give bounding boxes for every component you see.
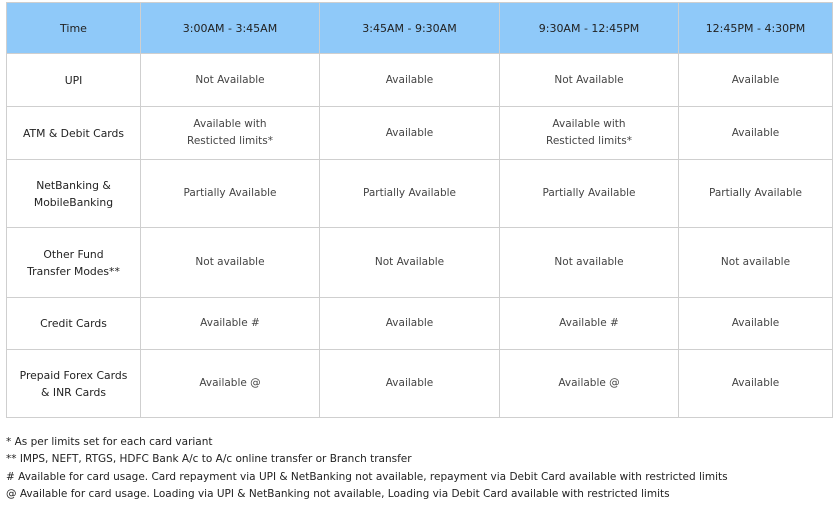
table-row [7,350,833,418]
footnote: @ Available for card usage. Loading via UPI & NetBanking not available, Loading via Debit Card available with restricted limits [6,487,670,500]
cell-line: Not available [195,256,265,268]
footnote: ** IMPS, NEFT, RTGS, HDFC Bank A/c to A/c online transfer or Branch transfer [6,453,412,466]
table-row [7,54,833,107]
header-row [7,3,833,54]
cell-line: Available [385,317,434,329]
availability-cell [320,298,500,350]
footnote: # Available for card usage. Card repayment via UPI & NetBanking not available, repayment via Debit Card available with restricted limits [6,470,728,483]
service-label [7,107,141,160]
cell-line: Available @ [558,377,620,389]
table-row [7,107,833,160]
service-label [7,160,141,228]
cell-line: Resticted limits* [187,135,273,147]
availability-cell [141,350,320,418]
table-row [7,228,833,298]
cell-line: Not available [554,256,624,268]
cell-line: Available [731,317,780,329]
availability-cell [500,160,679,228]
availability-cell [141,298,320,350]
cell-line: Not Available [554,73,624,86]
service-label [7,298,141,350]
service-label [7,228,141,298]
cell-line: Available @ [199,377,261,389]
service-label-line: & INR Cards [41,385,106,399]
cell-line: Available [385,126,434,139]
table-row [7,160,833,228]
slot-header: 3:00AM - 3:45AM [141,3,320,54]
cell-line: Partially Available [709,187,802,199]
availability-cell [679,298,833,350]
service-label-line: Prepaid Forex Cards [19,368,128,382]
cell-line: Available with [193,118,267,130]
service-label-line: Transfer Modes** [27,264,120,278]
availability-cell [141,160,320,228]
service-label-line: UPI [64,73,83,87]
availability-cell [320,54,500,107]
footnote: * As per limits set for each card variant [6,436,213,448]
slot-header: 12:45PM - 4:30PM [679,3,833,54]
slot-header: 9:30AM - 12:45PM [500,3,679,54]
availability-cell [679,107,833,160]
cell-line: Partially Available [363,187,456,199]
availability-cell [320,107,500,160]
availability-cell [320,160,500,228]
cell-line: Available [731,377,780,389]
availability-cell [500,54,679,107]
service-label [7,54,141,107]
service-label-line: Other Fund [43,247,104,261]
service-label-line: MobileBanking [33,195,114,209]
cell-line: Available [385,73,434,86]
availability-cell [500,350,679,418]
service-label [7,350,141,418]
availability-cell [679,54,833,107]
cell-line: Resticted limits* [546,135,632,147]
availability-cell [500,107,679,160]
cell-line: Not Available [374,256,445,268]
cell-line: Available # [559,317,619,329]
slot-header: 3:45AM - 9:30AM [320,3,500,54]
cell-line: Available with [552,118,626,130]
availability-cell [500,228,679,298]
cell-line: Partially Available [542,187,636,199]
cell-line: Available # [200,317,260,329]
service-label-line: NetBanking & [36,178,111,192]
cell-line: Available [385,377,434,389]
service-label-line: ATM & Debit Cards [22,126,125,140]
availability-cell [500,298,679,350]
availability-table [6,2,833,418]
availability-cell [141,54,320,107]
footnotes [6,434,728,503]
availability-cell [320,350,500,418]
availability-cell [141,228,320,298]
cell-line: Available [731,126,780,139]
cell-line: Available [731,73,780,86]
availability-cell [679,350,833,418]
time-header: Time [7,3,141,54]
cell-line: Not available [720,256,791,268]
table-row [7,298,833,350]
availability-cell [141,107,320,160]
availability-cell [679,160,833,228]
cell-line: Not Available [195,73,265,86]
service-label-line: Credit Cards [40,317,107,330]
availability-cell [679,228,833,298]
availability-cell [320,228,500,298]
cell-line: Partially Available [183,187,277,199]
